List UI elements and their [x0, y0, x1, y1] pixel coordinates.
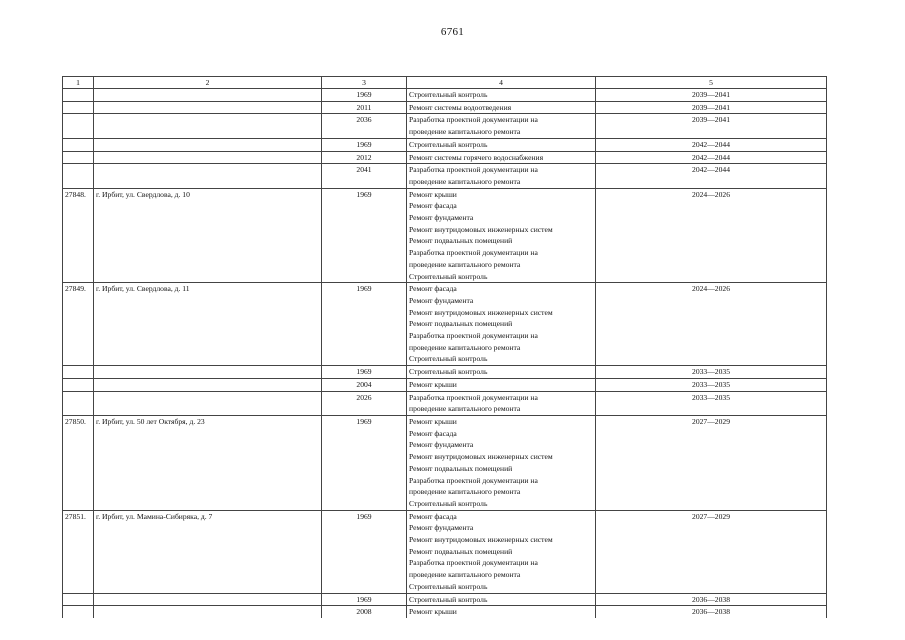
column-header: 2	[94, 77, 322, 89]
period-cell: 2042—2044	[596, 138, 827, 151]
work-type-line: Ремонт фундамента	[409, 295, 474, 305]
year-cell: 2008	[322, 606, 407, 618]
period-cell: 2039—2041	[596, 89, 827, 102]
year-cell: 1969	[322, 89, 407, 102]
table-row	[63, 378, 827, 391]
table-row	[63, 283, 827, 366]
table-row	[63, 151, 827, 164]
work-type-cell	[407, 283, 596, 366]
row-number-cell	[63, 101, 94, 114]
work-type-line: Строительный контроль	[409, 90, 488, 99]
row-number-cell	[63, 606, 94, 618]
work-type-line: Разработка проектной документации на	[409, 248, 538, 258]
address-cell: г. Ирбит, ул. Свердлова, д. 10	[94, 188, 322, 283]
period-cell: 2033—2035	[596, 391, 827, 415]
address-cell: г. Ирбит, ул. Мамина-Сибиряка, д. 7	[94, 510, 322, 593]
address-cell	[94, 114, 322, 138]
work-type-line: Ремонт крыши	[409, 607, 457, 617]
row-number-cell: 27848.	[63, 188, 94, 283]
work-type-line: Ремонт фундамента	[409, 213, 474, 223]
address-cell	[94, 101, 322, 114]
year-cell: 2004	[322, 378, 407, 391]
work-type-line: проведение капитального ремонта	[409, 259, 521, 269]
address-cell: г. Ирбит, ул. Свердлова, д. 11	[94, 283, 322, 366]
work-type-cell	[407, 101, 596, 114]
work-type-line: Строительный контроль	[409, 594, 488, 604]
work-type-line: Ремонт фасада	[409, 428, 457, 438]
table-row	[63, 510, 827, 593]
year-cell: 2012	[322, 151, 407, 164]
row-number-cell	[63, 378, 94, 391]
work-type-line: Строительный контроль	[409, 581, 488, 591]
work-type-line: Ремонт подвальных помещений	[409, 319, 513, 329]
column-header: 3	[322, 77, 407, 89]
year-cell: 1969	[322, 593, 407, 606]
period-cell: 2027—2029	[596, 415, 827, 510]
work-type-cell	[407, 391, 596, 415]
work-type-line: Ремонт подвальных помещений	[409, 546, 513, 556]
work-type-line: Разработка проектной документации на	[409, 558, 538, 568]
work-type-line: Ремонт подвальных помещений	[409, 463, 513, 473]
table-row	[63, 164, 827, 188]
work-type-cell	[407, 606, 596, 618]
period-cell: 2027—2029	[596, 510, 827, 593]
work-type-line: Ремонт внутридомовых инженерных систем	[409, 307, 553, 317]
work-type-line: Ремонт фундамента	[409, 523, 474, 533]
work-type-line: проведение капитального ремонта	[409, 404, 521, 414]
address-cell	[94, 89, 322, 102]
period-cell: 2024—2026	[596, 283, 827, 366]
period-cell: 2039—2041	[596, 101, 827, 114]
work-type-line: Разработка проектной документации на	[409, 475, 538, 485]
row-number-cell	[63, 114, 94, 138]
row-number-cell	[63, 593, 94, 606]
table-row	[63, 366, 827, 379]
year-cell: 1969	[322, 510, 407, 593]
work-type-line: Ремонт фундамента	[409, 440, 474, 450]
work-type-line: Ремонт крыши	[409, 379, 457, 389]
row-number-cell	[63, 391, 94, 415]
table-row	[63, 391, 827, 415]
period-cell: 2042—2044	[596, 164, 827, 188]
work-type-cell	[407, 593, 596, 606]
table-row	[63, 593, 827, 606]
work-type-line: Ремонт системы горячего водоснабжения	[409, 152, 544, 162]
row-number-cell	[63, 138, 94, 151]
address-cell	[94, 606, 322, 618]
row-number-cell: 27850.	[63, 415, 94, 510]
work-type-line: Строительный контроль	[409, 354, 488, 364]
work-type-line: проведение капитального ремонта	[409, 176, 521, 186]
work-type-line: Строительный контроль	[409, 367, 488, 377]
address-cell	[94, 391, 322, 415]
work-type-line: Ремонт фасада	[409, 284, 457, 294]
address-cell	[94, 378, 322, 391]
row-number-cell	[63, 366, 94, 379]
year-cell: 1969	[322, 138, 407, 151]
page-number: 6761	[440, 26, 465, 38]
period-cell: 2033—2035	[596, 366, 827, 379]
table-row	[63, 101, 827, 114]
table-row	[63, 89, 827, 102]
period-cell: 2042—2044	[596, 151, 827, 164]
work-type-cell	[407, 510, 596, 593]
work-type-line: Ремонт подвальных помещений	[409, 236, 513, 246]
period-cell: 2039—2041	[596, 114, 827, 138]
year-cell: 1969	[322, 415, 407, 510]
work-type-line: Разработка проектной документации на	[409, 331, 538, 341]
work-type-line: проведение капитального ремонта	[409, 570, 521, 580]
year-cell: 1969	[322, 283, 407, 366]
work-type-cell	[407, 138, 596, 151]
row-number-cell	[63, 164, 94, 188]
work-type-line: Разработка проектной документации на	[409, 392, 538, 402]
work-type-cell	[407, 151, 596, 164]
table-row	[63, 606, 827, 618]
year-cell: 2026	[322, 391, 407, 415]
work-type-line: Ремонт фасада	[409, 511, 457, 521]
year-cell: 2036	[322, 114, 407, 138]
period-cell: 2033—2035	[596, 378, 827, 391]
work-type-line: Ремонт системы водоотведения	[409, 102, 512, 112]
row-number-cell	[63, 89, 94, 102]
work-type-line: Ремонт внутридомовых инженерных систем	[409, 452, 553, 462]
work-type-line: Строительный контроль	[409, 271, 488, 281]
work-type-cell	[407, 415, 596, 510]
work-type-line: Разработка проектной документации на	[409, 165, 538, 175]
year-cell: 1969	[322, 366, 407, 379]
work-type-line: проведение капитального ремонта	[409, 342, 521, 352]
address-cell	[94, 593, 322, 606]
work-type-line: Ремонт фасада	[409, 201, 457, 211]
work-type-cell	[407, 114, 596, 138]
address-cell	[94, 164, 322, 188]
address-cell: г. Ирбит, ул. 50 лет Октября, д. 23	[94, 415, 322, 510]
year-cell: 2041	[322, 164, 407, 188]
work-type-cell	[407, 378, 596, 391]
table-row	[63, 138, 827, 151]
period-cell: 2036—2038	[596, 593, 827, 606]
row-number-cell: 27851.	[63, 510, 94, 593]
work-type-cell	[407, 164, 596, 188]
column-header: 4	[407, 77, 596, 89]
period-cell: 2024—2026	[596, 188, 827, 283]
work-type-line: Ремонт крыши	[409, 416, 457, 426]
work-type-line: Ремонт внутридомовых инженерных систем	[409, 535, 553, 545]
work-type-cell	[407, 188, 596, 283]
work-type-line: проведение капитального ремонта	[409, 127, 521, 137]
row-number-cell	[63, 151, 94, 164]
work-type-line: Ремонт крыши	[409, 189, 457, 199]
column-header: 5	[596, 77, 827, 89]
work-type-line: Разработка проектной документации на	[409, 115, 538, 125]
work-type-line: Строительный контроль	[409, 498, 488, 508]
address-cell	[94, 138, 322, 151]
table-row	[63, 415, 827, 510]
row-number-cell: 27849.	[63, 283, 94, 366]
work-type-line: проведение капитального ремонта	[409, 487, 521, 497]
capital-repair-table	[62, 76, 827, 618]
address-cell	[94, 151, 322, 164]
table-row	[63, 114, 827, 138]
year-cell: 1969	[322, 188, 407, 283]
header-row	[63, 77, 827, 89]
period-cell: 2036—2038	[596, 606, 827, 618]
address-cell	[94, 366, 322, 379]
table-row	[63, 188, 827, 283]
work-type-cell	[407, 366, 596, 379]
work-type-cell	[407, 89, 596, 102]
work-type-line: Ремонт внутридомовых инженерных систем	[409, 224, 553, 234]
year-cell: 2011	[322, 101, 407, 114]
work-type-line: Строительный контроль	[409, 139, 488, 149]
column-header: 1	[63, 77, 94, 89]
